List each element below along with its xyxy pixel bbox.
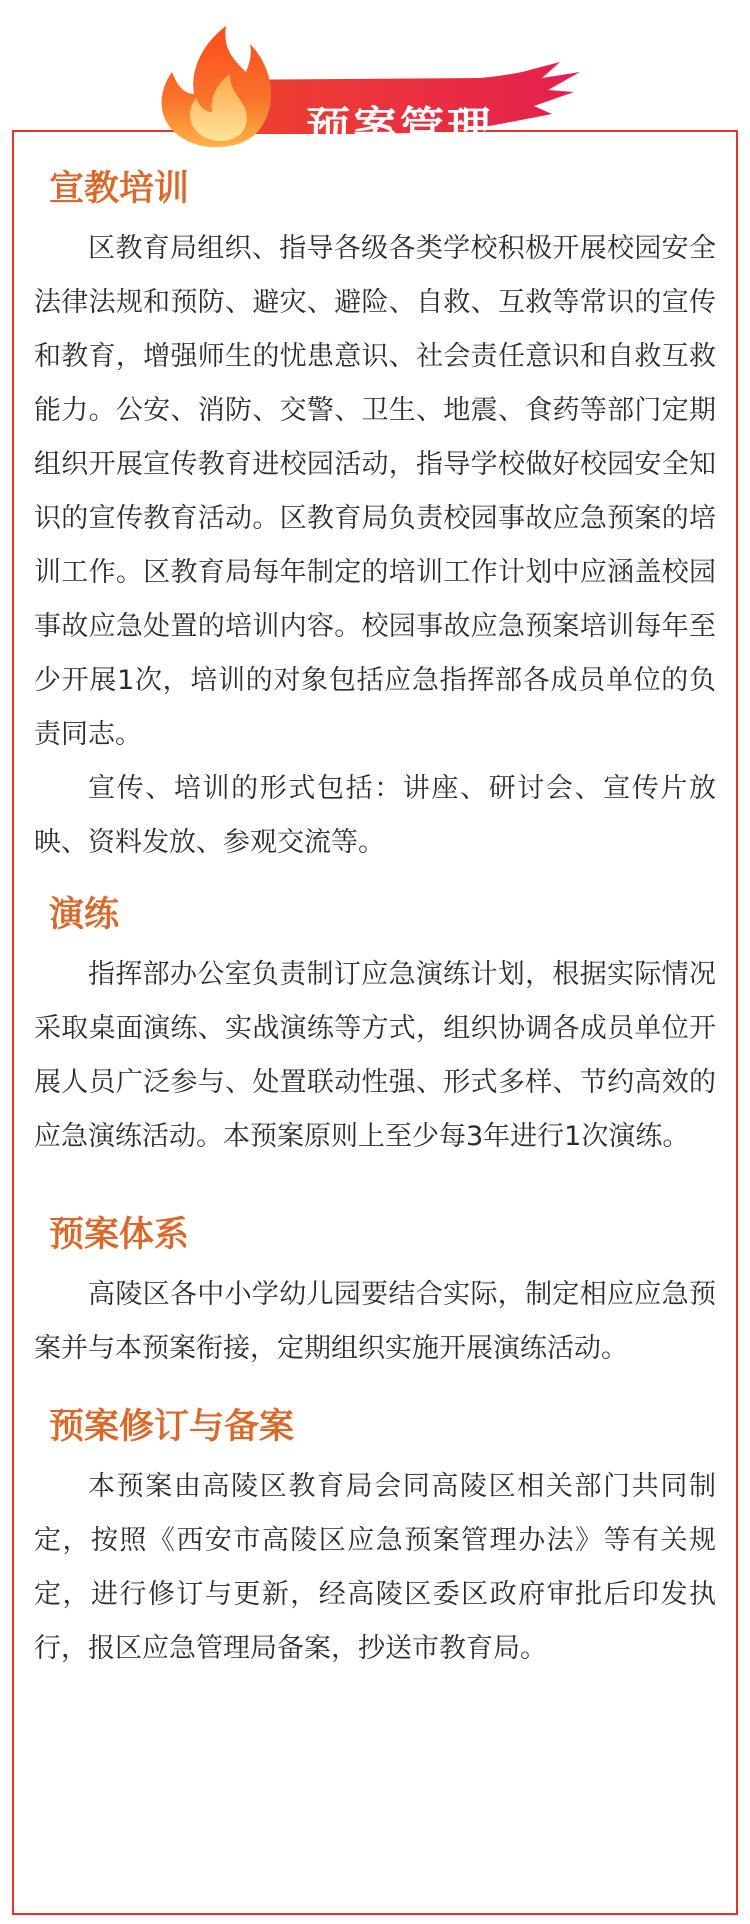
content-area xyxy=(34,164,716,1676)
section-heading: 演练 xyxy=(49,895,120,935)
section-plan-system xyxy=(34,1210,716,1376)
section-heading: 预案体系 xyxy=(49,1215,190,1255)
header-banner xyxy=(150,18,590,158)
section-plan-revision xyxy=(34,1402,716,1676)
section-paragraph: 宣传、培训的形式包括：讲座、研讨会、宣传片放映、资料发放、参观交流等。 xyxy=(34,773,716,858)
section-heading: 预案修订与备案 xyxy=(49,1407,295,1447)
section-education-training xyxy=(34,164,716,870)
section-paragraph: 区教育局组织、指导各级各类学校积极开展校园安全法律法规和预防、避灾、避险、自救、互救等常识的宣传和教育，增强师生的忧患意识、社会责任意识和自救互救能力。公安、消防、交警、卫生、地震、食药等部门定期组织开展宣传教育进校园活动，指导学校做好校园安全知识的宣传教育活动。区教育局负责校园事故应急预案的培训工作。区教育局每年制定的培训工作计划中应涵盖校园事故应急处置的培训内容。校园事故应急预案培训每年至少开展1次，培训的对象包括应急指挥部各成员单位的负责同志。 xyxy=(34,233,716,750)
section-paragraph: 高陵区各中小学幼儿园要结合实际，制定相应应急预案并与本预案衔接，定期组织实施开展演练活动。 xyxy=(34,1279,716,1364)
section-paragraph: 指挥部办公室负责制订应急演练计划，根据实际情况采取桌面演练、实战演练等方式，组织协调各成员单位开展人员广泛参与、处置联动性强、形式多样、节约高效的应急演练活动。本预案原则上至少每3年进行1次演练。 xyxy=(34,959,716,1152)
section-heading: 宣教培训 xyxy=(49,169,190,209)
section-drill xyxy=(34,890,716,1164)
section-paragraph: 本预案由高陵区教育局会同高陵区相关部门共同制定，按照《西安市高陵区应急预案管理办法》等有关规定，进行修订与更新，经高陵区委区政府审批后印发执行，报区应急管理局备案，抄送市教育局。 xyxy=(34,1471,716,1664)
banner-title: 预案管理 xyxy=(306,103,494,154)
